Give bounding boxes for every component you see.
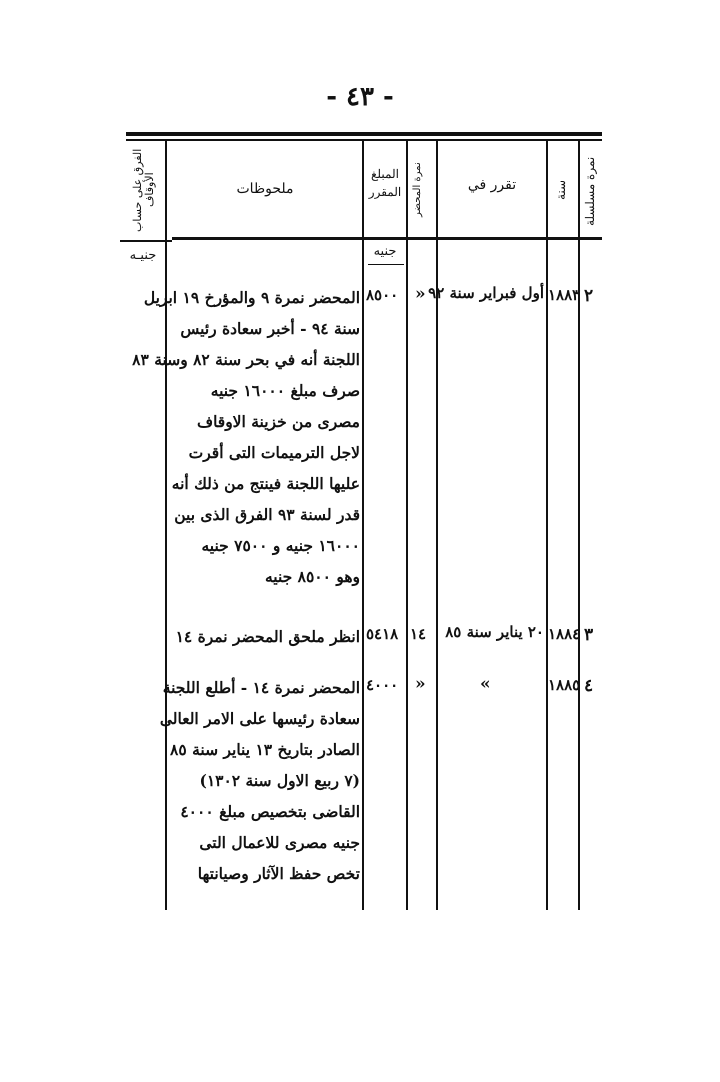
- cell-minutes-no: ١٤: [410, 625, 427, 643]
- column-divider-serial-year: [578, 140, 580, 910]
- cell-notes: [172, 621, 360, 652]
- note-line: القاضى بتخصيص مبلغ ٤٠٠٠: [180, 802, 360, 821]
- note-line: (٧ ربيع الاول سنة ١٣٠٢): [199, 771, 360, 790]
- table-top-rule-thin: [126, 139, 602, 141]
- cell-amount: ٨٥٠٠: [366, 286, 399, 304]
- header-serial: نمرة مسلسلة: [583, 156, 597, 226]
- cell-notes: [132, 282, 360, 592]
- column-divider-minutes-amount: [406, 140, 408, 910]
- header-diff: الفرق على حساب الأوقاف: [131, 148, 157, 232]
- note-line: سنة ٩٤ - أخبر سعادة رئيس: [180, 319, 360, 338]
- cell-year: ١٨٨٤: [548, 625, 581, 643]
- page-number: - ٤٣ -: [326, 82, 394, 112]
- unit-diff: جنيـه: [129, 248, 157, 263]
- cell-serial: ٢: [584, 286, 594, 306]
- cell-minutes-no: «: [415, 284, 426, 304]
- column-divider-date-minutes: [436, 140, 438, 910]
- note-line: المحضر نمرة ١٤ - أطلع اللجنة: [162, 678, 360, 697]
- header-decided-in: تقرر في: [467, 177, 517, 193]
- cell-decided-in: »: [480, 674, 491, 694]
- note-line: لاجل الترميمات التى أقرت: [188, 443, 360, 462]
- cell-notes: [159, 672, 360, 889]
- note-line: صرف مبلغ ١٦٠٠٠ جنيه: [210, 381, 360, 400]
- header-amount: المبلغ المقرر: [368, 167, 402, 199]
- note-line: سعادة رئيسها على الامر العالى: [159, 709, 360, 728]
- header-minutes-no: نمرة المحضر: [412, 162, 423, 218]
- note-line: جنيه مصرى للاعمال التى: [199, 833, 360, 852]
- cell-minutes-no: «: [415, 674, 426, 694]
- cell-decided-in: أول فبراير سنة ٩٢: [428, 284, 544, 302]
- note-line: قدر لسنة ٩٣ الفرق الذى بين: [174, 505, 360, 524]
- note-line: اللجنة أنه في بحر سنة ٨٢ وسنة ٨٣: [132, 350, 360, 369]
- note-line: انظر ملحق المحضر نمرة ١٤: [175, 627, 360, 646]
- note-line: المحضر نمرة ٩ والمؤرخ ١٩ ابريل: [143, 288, 360, 307]
- note-line: ١٦٠٠٠ جنيه و ٧٥٠٠ جنيه: [201, 536, 360, 555]
- note-line: عليها اللجنة فينتج من ذلك أنه: [171, 474, 360, 493]
- note-line: وهو ٨٥٠٠ جنيه: [264, 567, 360, 586]
- cell-amount: ٥٤١٨: [366, 625, 399, 643]
- header-year: سنة: [554, 179, 568, 201]
- cell-year: ١٨٨٣: [548, 286, 581, 304]
- unit-amount: جنيه: [373, 244, 397, 259]
- unit-underline: [368, 264, 404, 265]
- cell-serial: ٤: [584, 676, 594, 696]
- header-notes: ملحوظات: [236, 181, 294, 197]
- cell-year: ١٨٨٥: [548, 676, 581, 694]
- cell-decided-in: ٢٠ يناير سنة ٨٥: [445, 623, 544, 641]
- header-bottom-rule: [172, 237, 602, 240]
- table-top-rule: [126, 132, 602, 136]
- note-line: تخص حفظ الآثار وصيانتها: [197, 864, 360, 883]
- cell-serial: ٣: [584, 625, 594, 645]
- note-line: الصادر بتاريخ ١٣ يناير سنة ٨٥: [170, 740, 360, 759]
- column-divider-year-date: [546, 140, 548, 910]
- note-line: مصرى من خزينة الاوقاف: [197, 412, 360, 431]
- column-divider-notes-diff: [165, 140, 167, 910]
- cell-amount: ٤٠٠٠: [366, 676, 399, 694]
